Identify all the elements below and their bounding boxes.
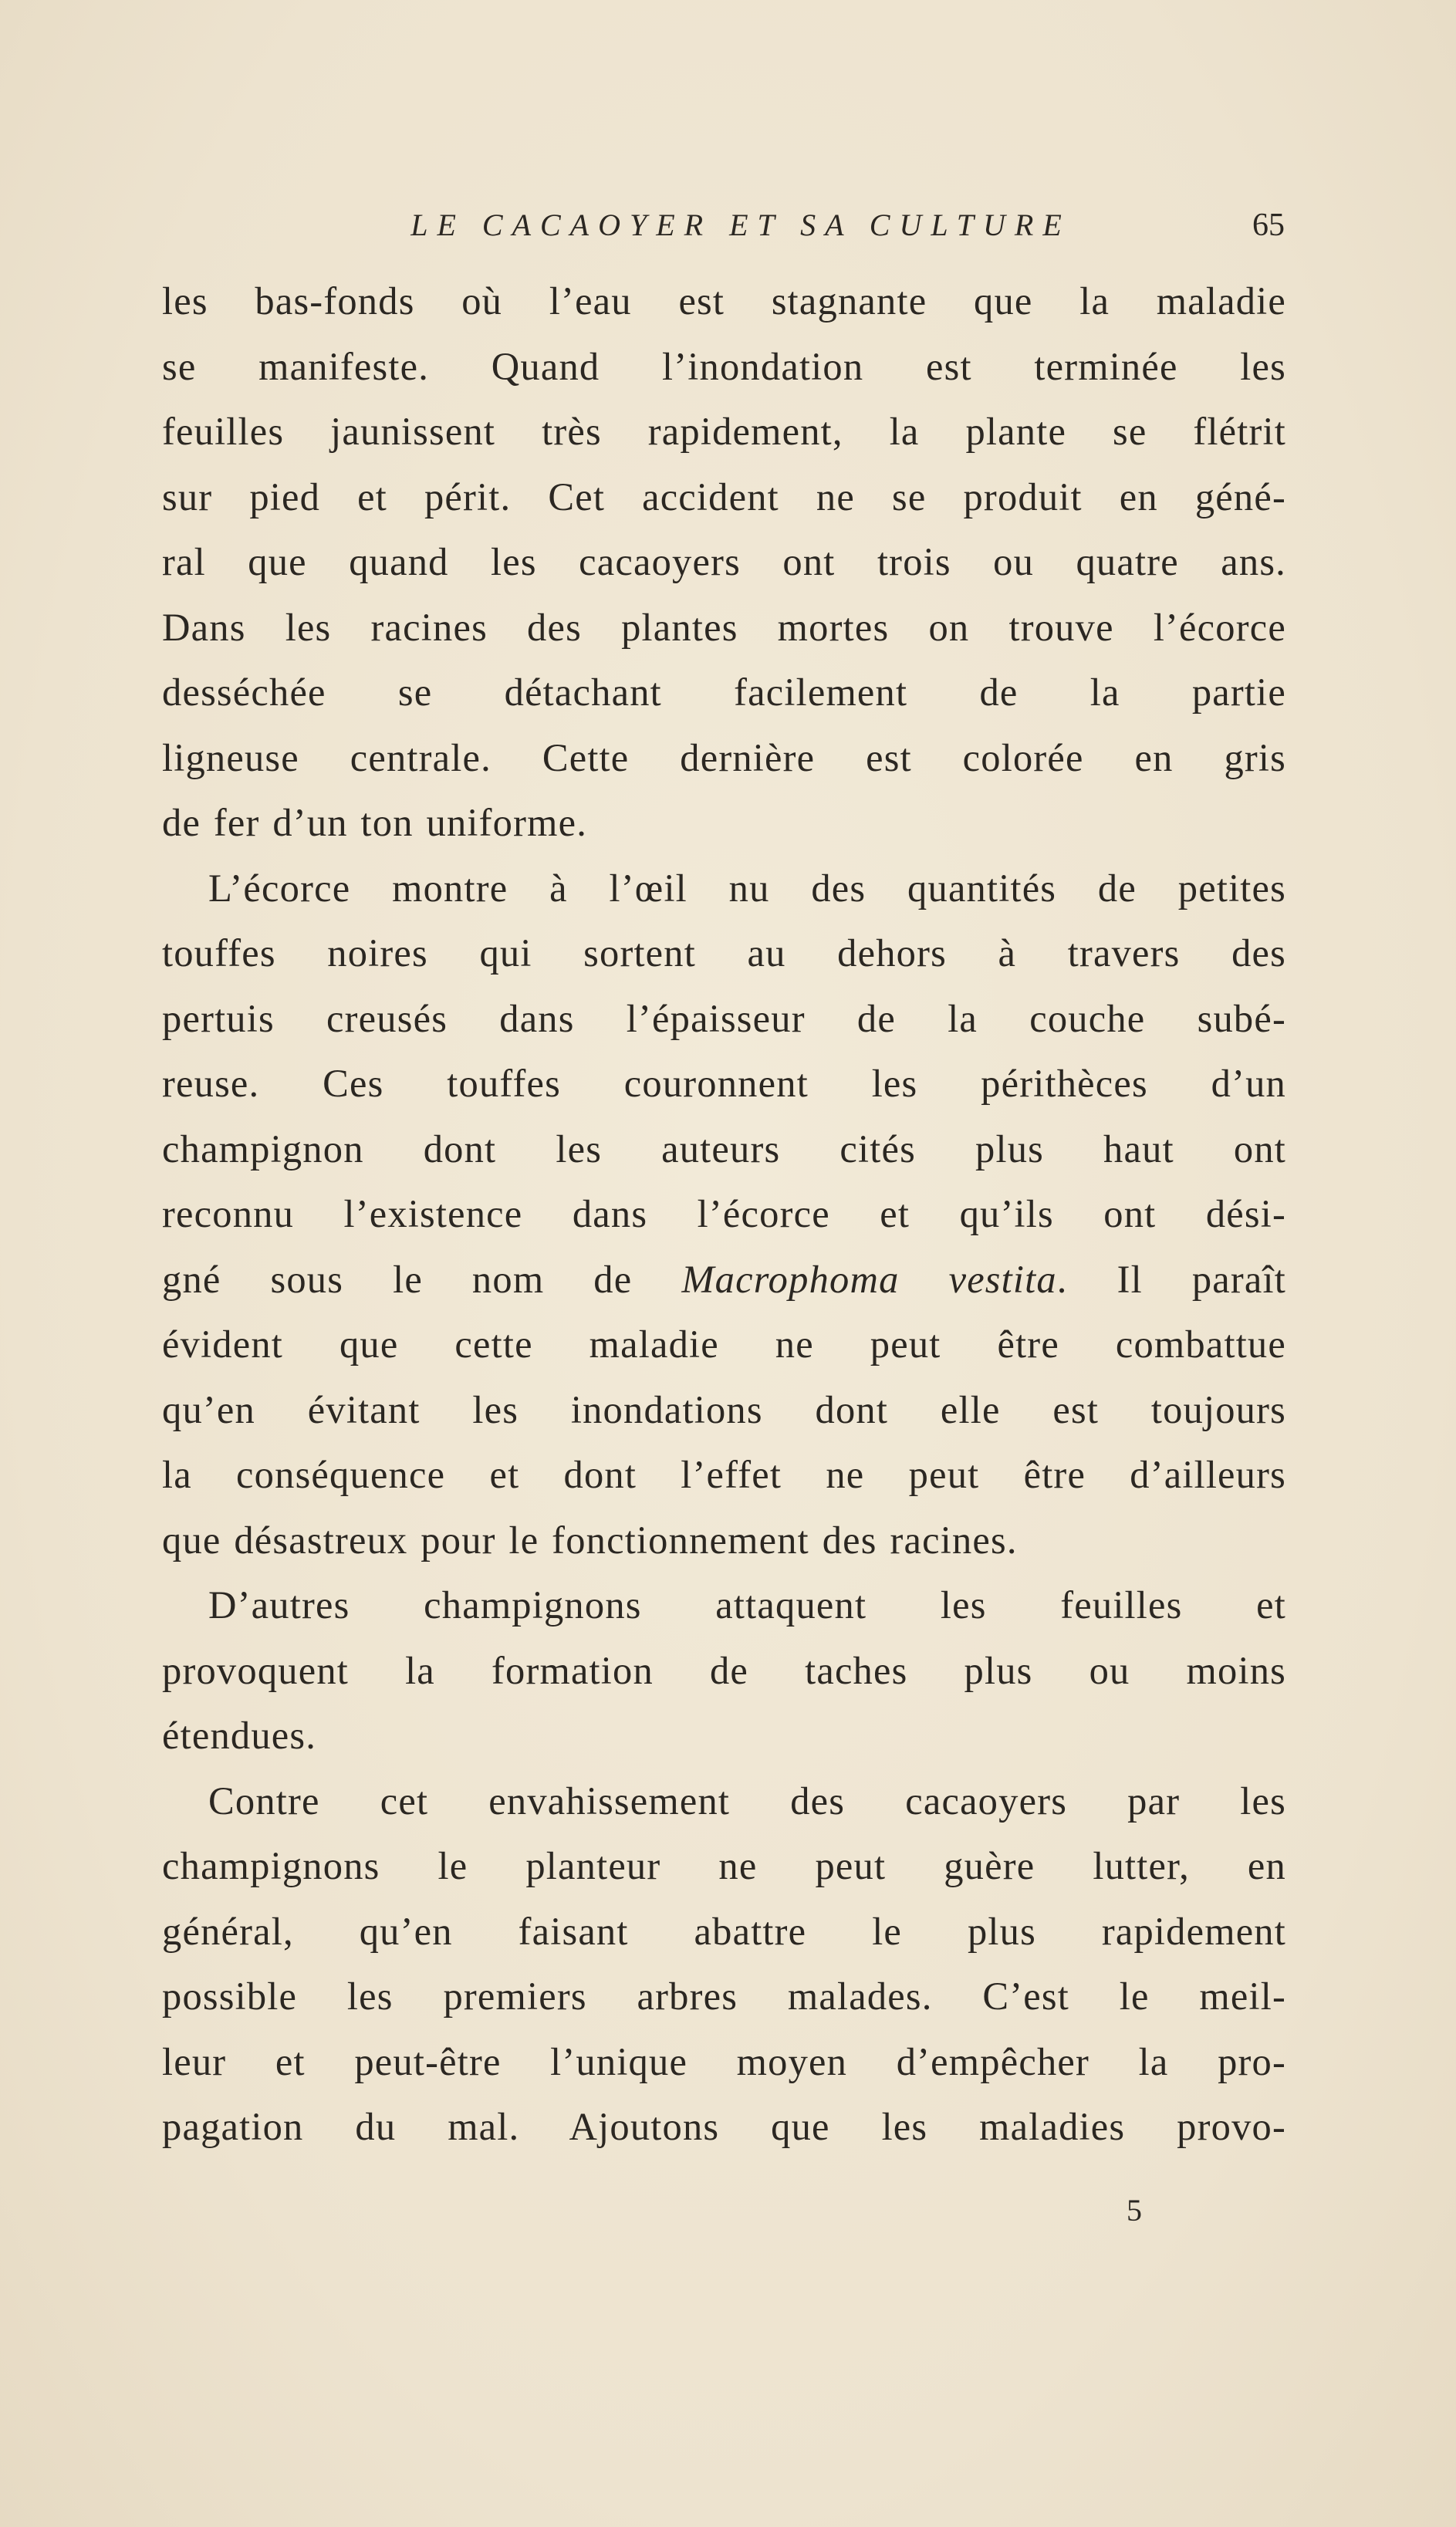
running-title: LE CACAOYER ET SA CULTURE (410, 208, 1071, 242)
running-head (166, 202, 1285, 248)
text-line: feuilles jaunissent très rapidement, la plante se flétrit (162, 410, 1286, 453)
text-line: reconnu l’existence dans l’écorce et qu’ils ont dési- (162, 1192, 1286, 1235)
text-line: champignon dont les auteurs cités plus haut ont (162, 1127, 1286, 1171)
text-line: champignons le planteur ne peut guère lutter, en (162, 1844, 1286, 1887)
signature-mark: 5 (1127, 2193, 1142, 2228)
text-line: Dans les racines des plantes mortes on trouve l’écorce (162, 605, 1286, 649)
text-line: de fer d’un ton uniforme. (162, 801, 588, 844)
text-line: ligneuse centrale. Cette dernière est colorée en gris (162, 735, 1286, 779)
text-line: se manifeste. Quand l’inondation est terminée les (162, 344, 1286, 388)
body-text (162, 269, 1286, 2160)
text-line: D’autres champignons attaquent les feuilles et (208, 1583, 1286, 1627)
text-line: la conséquence et dont l’effet ne peut être d’ailleurs (162, 1453, 1286, 1496)
page-number: 65 (1252, 208, 1285, 243)
text-line: que désastreux pour le fonctionnement des racines. (162, 1518, 1018, 1562)
text-line: Contre cet envahissement des cacaoyers par les (208, 1779, 1286, 1823)
text-line-with-taxon (162, 1247, 1286, 1312)
text-line: L’écorce montre à l’œil nu des quantités de petites (208, 866, 1286, 910)
text-line: pertuis creusés dans l’épaisseur de la couche subé- (162, 996, 1286, 1040)
text-line: général, qu’en faisant abattre le plus rapidement (162, 1909, 1286, 1953)
text-line: leur et peut-être l’unique moyen d’empêcher la pro- (162, 2039, 1286, 2083)
text-line: évident que cette maladie ne peut être combattue (162, 1323, 1286, 1366)
text-line: ral que quand les cacaoyers ont trois ou quatre ans. (162, 540, 1286, 583)
text-line: provoquent la formation de taches plus ou moins (162, 1648, 1286, 1692)
text-line: pagation du mal. Ajoutons que les maladies provo- (162, 2105, 1286, 2148)
text-line: qu’en évitant les inondations dont elle est toujours (162, 1387, 1286, 1431)
text-line: desséchée se détachant facilement de la partie (162, 671, 1286, 714)
text-line: possible les premiers arbres malades. C’est le meil- (162, 1975, 1286, 2018)
text-line: touffes noires qui sortent au dehors à travers des (162, 931, 1286, 975)
text-fragment: gné sous le nom de (162, 1257, 633, 1301)
text-fragment: . Il paraît (1056, 1257, 1286, 1301)
text-line: sur pied et périt. Cet accident ne se produit en géné- (162, 475, 1286, 519)
text-line: étendues. (162, 1714, 317, 1757)
text-line: les bas-fonds où l’eau est stagnante que la maladie (162, 279, 1286, 323)
text-line: reuse. Ces touffes couronnent les périthèces d’un (162, 1062, 1286, 1105)
taxon-name: Macrophoma vestita (681, 1257, 1057, 1301)
